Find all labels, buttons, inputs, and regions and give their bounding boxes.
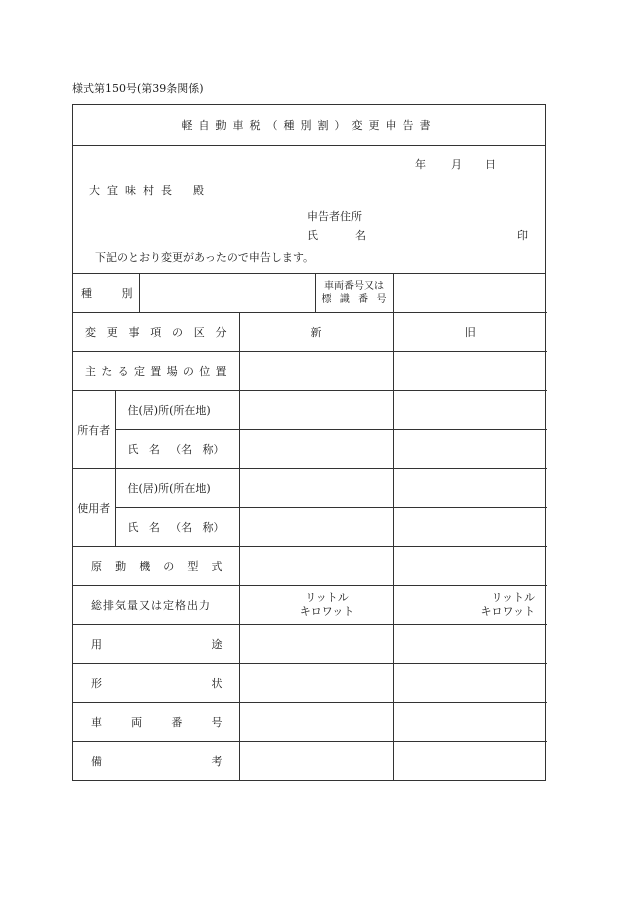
user-name-char: （名	[170, 521, 193, 534]
user-name-char: 氏	[127, 521, 139, 534]
change-category-char: 変	[85, 326, 96, 339]
owner-address-old-cell[interactable]	[393, 391, 547, 430]
user-name-char: 称）	[202, 521, 225, 534]
table-row-user-name	[73, 508, 547, 547]
vehicle-number-row-label-cell	[73, 703, 239, 742]
kind-value-cell[interactable]	[139, 274, 315, 313]
table-row-remarks	[73, 742, 547, 781]
unit-kilowatt-new: キロワット	[299, 605, 355, 618]
engine-type-char: 原	[91, 560, 102, 573]
kind-label-char: 種	[81, 287, 92, 300]
owner-name-char: 称）	[202, 443, 225, 456]
table-row-vehicle-number	[73, 703, 547, 742]
shape-label-cell	[73, 664, 239, 703]
storage-location-char: 置	[215, 365, 227, 378]
owner-address-label: 住(居)所(所在地)	[127, 404, 211, 417]
displacement-new-cell[interactable]	[239, 586, 393, 625]
engine-type-char: 動	[115, 560, 127, 573]
table-row-displacement	[73, 586, 547, 625]
addressee: 大宜味村長	[89, 184, 179, 197]
engine-type-char: 式	[211, 560, 223, 573]
storage-location-char: た	[101, 365, 113, 378]
user-address-label: 住(居)所(所在地)	[127, 482, 211, 495]
displacement-old-cell[interactable]	[393, 586, 547, 625]
table-row-usage	[73, 625, 547, 664]
owner-name-old-cell[interactable]	[393, 430, 547, 469]
engine-type-old-cell[interactable]	[393, 547, 547, 586]
engine-type-char: 型	[187, 560, 199, 573]
vehicle-number-label-cell	[315, 274, 393, 313]
date-month-label: 月	[451, 158, 462, 171]
owner-name-char: 氏	[127, 443, 139, 456]
applicant-name-label-2: 名	[355, 229, 366, 242]
user-address-new-cell[interactable]	[239, 469, 393, 508]
change-category-char: 区	[193, 326, 205, 339]
new-column-header: 新	[239, 313, 393, 352]
vehicle-number-row-char: 番	[171, 716, 183, 729]
storage-location-char: の	[182, 365, 194, 378]
user-name-label-cell	[115, 508, 239, 547]
applicant-address-label: 申告者住所	[307, 210, 362, 223]
user-label-cell: 使用者	[73, 469, 115, 547]
usage-label-cell	[73, 625, 239, 664]
table-row-engine-type	[73, 547, 547, 586]
vehicle-number-label-char: 標	[321, 294, 332, 305]
vehicle-number-label-char: 識	[339, 294, 350, 305]
owner-address-label-cell	[115, 391, 239, 430]
engine-type-char: 機	[139, 560, 151, 573]
change-category-char: 更	[106, 326, 118, 339]
old-column-header: 旧	[393, 313, 547, 352]
storage-location-old-cell[interactable]	[393, 352, 547, 391]
change-category-label-cell	[73, 313, 239, 352]
user-address-old-cell[interactable]	[393, 469, 547, 508]
date-day-label: 日	[485, 158, 496, 171]
remarks-label-char: 備	[91, 755, 102, 768]
storage-location-char: 置	[150, 365, 162, 378]
vehicle-number-value-cell[interactable]	[393, 274, 547, 313]
table-row-storage-location	[73, 352, 547, 391]
owner-name-new-cell[interactable]	[239, 430, 393, 469]
unit-liter-old: リットル	[491, 591, 535, 604]
displacement-label: 総排気量又は定格出力	[91, 599, 211, 612]
usage-label-char: 用	[91, 638, 102, 651]
unit-liter-new: リットル	[305, 591, 349, 604]
vehicle-number-new-cell[interactable]	[239, 703, 393, 742]
owner-address-new-cell[interactable]	[239, 391, 393, 430]
storage-location-char: 位	[199, 365, 211, 378]
shape-label-char: 形	[91, 677, 102, 690]
change-category-char: の	[172, 326, 183, 339]
vehicle-number-label-char: 番	[358, 294, 369, 305]
storage-location-char: 定	[133, 365, 145, 378]
remarks-label-cell	[73, 742, 239, 781]
engine-type-label-cell	[73, 547, 239, 586]
shape-old-cell[interactable]	[393, 664, 547, 703]
engine-type-char: の	[163, 560, 175, 573]
table-row-user-address	[73, 469, 547, 508]
form-frame	[72, 104, 546, 781]
usage-new-cell[interactable]	[239, 625, 393, 664]
vehicle-number-row-char: 号	[211, 716, 223, 729]
table-row-owner-address	[73, 391, 547, 430]
shape-new-cell[interactable]	[239, 664, 393, 703]
table-row-kind	[73, 274, 547, 313]
date-year-label: 年	[415, 158, 426, 171]
user-name-new-cell[interactable]	[239, 508, 393, 547]
kind-label-char: 別	[121, 287, 133, 300]
applicant-name-label-1: 氏	[307, 229, 318, 242]
user-address-label-cell	[115, 469, 239, 508]
vehicle-number-old-cell[interactable]	[393, 703, 547, 742]
vehicle-number-label-line1: 車両番号又は	[324, 281, 384, 292]
kind-label-cell	[73, 274, 139, 313]
vehicle-number-row-char: 両	[131, 716, 143, 729]
storage-location-label-cell	[73, 352, 239, 391]
storage-location-new-cell[interactable]	[239, 352, 393, 391]
table-row-shape	[73, 664, 547, 703]
change-category-char: 項	[150, 326, 162, 339]
table-row-change-category	[73, 313, 547, 352]
remarks-label-char: 考	[211, 755, 223, 768]
owner-name-char: （名	[170, 443, 193, 456]
form-number: 様式第150号(第39条関係)	[72, 82, 204, 95]
displacement-label-cell	[73, 586, 239, 625]
usage-old-cell[interactable]	[393, 625, 547, 664]
change-table	[73, 274, 547, 780]
user-name-char: 名	[148, 521, 160, 534]
engine-type-new-cell[interactable]	[239, 547, 393, 586]
storage-location-char: 主	[85, 365, 96, 378]
seal-mark: 印	[517, 229, 528, 242]
unit-kilowatt-old: キロワット	[480, 605, 535, 618]
user-name-old-cell[interactable]	[393, 508, 547, 547]
remarks-old-cell[interactable]	[393, 742, 547, 781]
vehicle-number-label-char: 号	[376, 294, 387, 305]
form-title: 軽自動車税（種別割）変更申告書	[73, 105, 545, 146]
vehicle-number-row-char: 車	[91, 716, 102, 729]
table-row-owner-name	[73, 430, 547, 469]
storage-location-char: る	[117, 365, 129, 378]
honorific: 殿	[193, 184, 204, 197]
change-category-char: 分	[215, 326, 227, 339]
owner-label-cell: 所有者	[73, 391, 115, 469]
storage-location-char: 場	[166, 365, 178, 378]
owner-name-char: 名	[148, 443, 160, 456]
header-block	[73, 146, 545, 274]
change-category-char: 事	[128, 326, 140, 339]
usage-label-char: 途	[211, 638, 223, 651]
remarks-new-cell[interactable]	[239, 742, 393, 781]
declaration-statement: 下記のとおり変更があったので申告します。	[95, 251, 315, 264]
owner-name-label-cell	[115, 430, 239, 469]
shape-label-char: 状	[211, 677, 223, 690]
